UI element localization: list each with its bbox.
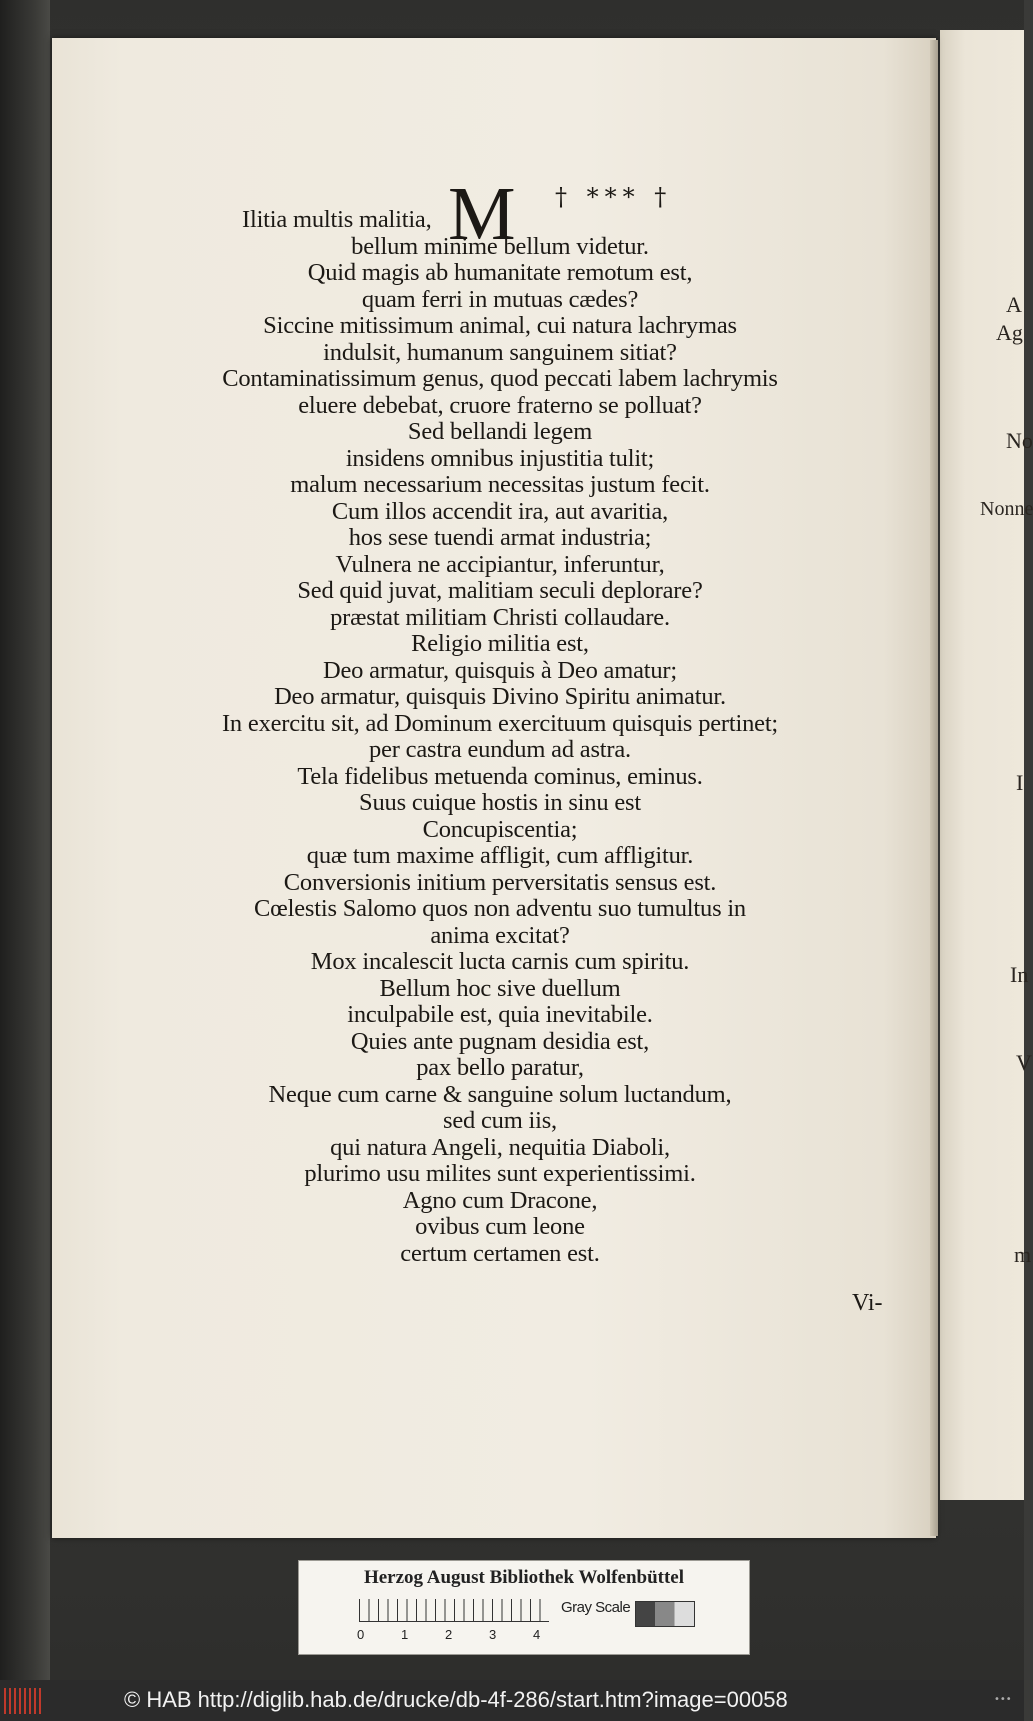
library-name: Herzog August Bibliothek Wolfenbüttel [363, 1567, 685, 1588]
poem-line: Deo armatur, quisquis à Deo amatur; [323, 656, 677, 684]
next-page-fragment: V [1016, 1050, 1032, 1075]
poem-line: Vulnera ne accipiantur, inferuntur, [335, 550, 665, 578]
scale-ruler [359, 1599, 549, 1622]
poem-line: Neque cum carne & sanguine solum luctandum, [268, 1080, 732, 1108]
poem-line: bellum minime bellum videtur. [351, 232, 649, 260]
next-page-fragment: Nonne [980, 498, 1033, 520]
poem-line: certum certamen est. [400, 1239, 600, 1267]
next-page-fragment: I [1016, 770, 1024, 795]
poem-line: Contaminatissimum genus, quod peccati labem lachrymis [222, 365, 778, 392]
next-page-fragment: A [1006, 292, 1022, 317]
poem-line: qui natura Angeli, nequitia Diaboli, [330, 1133, 670, 1161]
poem-line: malum necessarium necessitas justum fecit. [290, 471, 710, 498]
next-page-edge [940, 30, 1033, 1500]
poem-line: Concupiscentia; [422, 815, 578, 843]
poem-line: In exercitu sit, ad Dominum exercituum quisquis pertinet; [221, 709, 779, 737]
poem-line: Cum illos accendit ira, aut avaritia, [331, 497, 669, 525]
poem-line: Religio militia est, [411, 630, 589, 657]
ornament-crosses: † *** † [555, 183, 673, 211]
poem-line: sed cum iis, [443, 1107, 557, 1134]
drop-capital: M [448, 172, 516, 256]
poem-line: Agno cum Dracone, [402, 1186, 598, 1214]
binding-gutter [0, 0, 50, 1680]
next-page-fragment: Ag [996, 320, 1023, 345]
poem-line: plurimo usu milites sunt experientissimi. [304, 1160, 696, 1187]
poem-line: quam ferri in mutuas cædes? [361, 285, 639, 313]
grayscale-label: Gray Scale [561, 1599, 631, 1616]
poem-line: per castra eundum ad astra. [369, 736, 631, 763]
ruler-tick: 0 [357, 1627, 365, 1642]
catchword: Vi- [852, 1290, 883, 1316]
poem-line: Conversionis initium perversitatis sensus est. [283, 868, 717, 896]
poem-line: Quid magis ab humanitate remotum est, [307, 259, 693, 286]
hab-logo-icon [4, 1688, 44, 1714]
poem-line: eluere debebat, cruore fraterno se polluat? [298, 391, 702, 419]
next-page-fragment: No [1006, 428, 1033, 453]
footer-citation: © HAB http://diglib.hab.de/drucke/db-4f-286/start.htm?image=00058 [124, 1687, 788, 1712]
poem-line: Tela fidelibus metuenda cominus, eminus. [297, 762, 703, 790]
more-icon[interactable]: ••• [994, 1694, 1012, 1705]
grayscale-swatch [635, 1601, 695, 1627]
poem-line: præstat militiam Christi collaudare. [330, 603, 670, 631]
reference-card [298, 1560, 750, 1655]
poem-line: Ilitia multis malitia, [242, 206, 432, 233]
next-page-fragment: m [1014, 1242, 1032, 1267]
page-edge [930, 40, 938, 1536]
poem-line: anima excitat? [430, 921, 570, 949]
poem-line: pax bello paratur, [416, 1054, 584, 1081]
poem-line: Bellum hoc sive duellum [379, 974, 621, 1002]
poem-line: Deo armatur, quisquis Divino Spiritu animatur. [274, 683, 726, 710]
poem-line: Cœlestis Salomo quos non adventu suo tumultus in [254, 895, 746, 922]
poem-line: quæ tum maxime affligit, cum affligitur. [306, 842, 694, 869]
ruler-tick: 3 [489, 1627, 497, 1642]
poem-line: insidens omnibus injustitia tulit; [345, 444, 655, 472]
poem-line: Mox incalescit lucta carnis cum spiritu. [310, 948, 690, 975]
poem-line: hos sese tuendi armat industria; [348, 524, 652, 551]
ruler-tick: 2 [445, 1627, 453, 1642]
poem-line: indulsit, humanum sanguinem sitiat? [323, 338, 677, 366]
poem-line: Siccine mitissimum animal, cui natura lachrymas [263, 312, 737, 339]
footer-bar [0, 1680, 1024, 1721]
next-page-fragment: In [1010, 962, 1029, 987]
ruler-tick: 4 [533, 1627, 541, 1642]
poem-line: Sed quid juvat, malitiam seculi deplorare? [297, 577, 703, 604]
poem-line: Suus cuique hostis in sinu est [359, 789, 641, 816]
poem-line: Sed bellandi legem [407, 418, 593, 445]
poem-line: Quies ante pugnam desidia est, [350, 1027, 650, 1055]
poem-line: inculpabile est, quia inevitabile. [347, 1001, 653, 1028]
poem-line: ovibus cum leone [415, 1213, 585, 1240]
ruler-tick: 1 [401, 1627, 409, 1642]
